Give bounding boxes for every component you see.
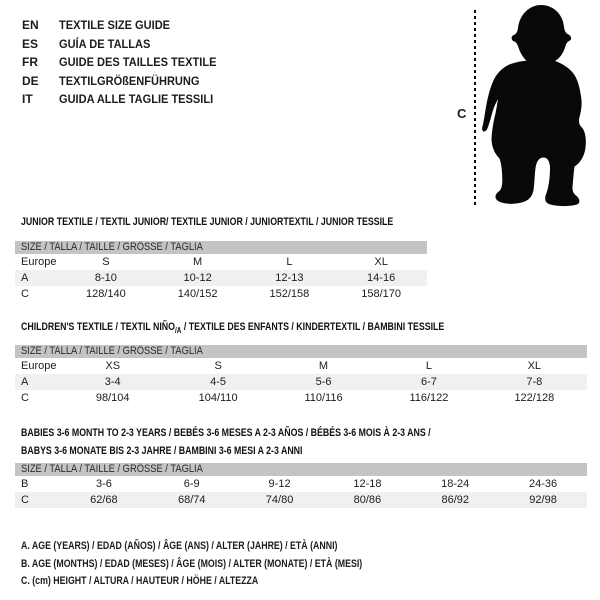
language-row: [22, 16, 230, 35]
cell: M: [193, 256, 203, 268]
cell: 9-12: [268, 478, 291, 490]
legend: [21, 538, 448, 591]
table-row-europe: [15, 358, 587, 374]
table-row-age-months: [15, 476, 587, 492]
cell: M: [318, 360, 329, 372]
row-label: C: [21, 494, 29, 506]
language-code: FR: [22, 55, 38, 69]
language-row: [22, 90, 230, 109]
language-list: [22, 16, 230, 109]
babies-table-title: BABIES 3-6 MONTH TO 2-3 YEARS / BEBÉS 3-6 MESES A 2-3 AÑOS / BÉBÉS 3-6 MOIS À 2-3 ANS / BABYS 3-6 MONATE BIS 2-3 JAHRE / BAMBINI 3-6 MESI A 2-3 ANNI: [21, 427, 431, 457]
table-row-europe: [15, 254, 427, 270]
table-row-height: [15, 390, 587, 406]
cell: XL: [374, 256, 388, 268]
cell: 24-36: [528, 478, 558, 490]
language-label: GUIDA ALLE TAGLIE TESSILI: [59, 92, 214, 106]
cell: 7-8: [526, 376, 543, 388]
row-label: A: [21, 272, 29, 284]
cell: XL: [527, 360, 542, 372]
cell: S: [214, 360, 222, 372]
cell: 4-5: [210, 376, 227, 388]
cell: L: [425, 360, 432, 372]
table-row-age: [15, 374, 587, 390]
cell: 104/110: [198, 392, 238, 404]
height-label-c: C: [457, 106, 467, 121]
cell: 98/104: [95, 392, 130, 404]
cell: 6-7: [420, 376, 437, 388]
cell: 10-12: [183, 272, 212, 284]
cell: 5-6: [315, 376, 332, 388]
language-label: TEXTILE SIZE GUIDE: [59, 18, 171, 32]
language-label: GUIDE DES TAILLES TEXTILE: [59, 55, 217, 69]
cell: 140/152: [177, 288, 218, 300]
language-code: DE: [22, 73, 39, 88]
cell: 3-6: [95, 478, 112, 490]
language-code: IT: [22, 92, 33, 106]
language-row: [22, 72, 230, 91]
children-table-title: CHILDREN'S TEXTILE / TEXTIL $NIÑO_{/A}$ / TEXTILE DES ENFANTS / KINDERTEXTIL / BAMBINI TESSILE: [21, 321, 445, 336]
table-row-height: [15, 492, 587, 508]
cell: 6-9: [183, 478, 200, 490]
baby-silhouette-icon: [482, 4, 600, 207]
table-row-height: [15, 286, 427, 302]
language-row: [22, 53, 230, 72]
row-label: A: [21, 376, 29, 388]
cell: 62/68: [90, 494, 118, 506]
row-label: Europe: [21, 256, 57, 268]
cell: 116/122: [409, 392, 449, 404]
junior-size-table: [15, 241, 427, 302]
cell: 122/128: [514, 392, 555, 404]
cell: 86/92: [441, 494, 469, 506]
legend-line-a: A. AGE (YEARS) / EDAD (AÑOS) / ÂGE (ANS) / ALTER (JAHRE) / ETÀ (ANNI): [21, 540, 338, 552]
cell: 74/80: [265, 494, 294, 506]
cell: 12-18: [353, 478, 382, 490]
cell: 68/74: [177, 494, 206, 506]
legend-line-b: B. AGE (MONTHS) / EDAD (MESES) / ÂGE (MOIS) / ALTER (MONATE) / ETÀ (MESI): [21, 557, 363, 570]
junior-table-title: JUNIOR TEXTILE / TEXTIL JUNIOR/ TEXTILE JUNIOR / JUNIORTEXTIL / JUNIOR TESSILE: [21, 216, 394, 228]
cell: 152/158: [269, 288, 310, 300]
row-label: C: [21, 288, 29, 300]
cell: 18-24: [441, 478, 470, 490]
language-code: EN: [22, 18, 39, 32]
cell: 128/140: [85, 288, 126, 300]
language-label: GUÍA DE TALLAS: [59, 36, 151, 51]
cell: 158/170: [361, 288, 401, 300]
cell: 110/116: [304, 392, 343, 404]
legend-line-c: C. (cm) HEIGHT / ALTURA / HAUTEUR / HÖHE / ALTEZZA: [21, 575, 259, 587]
cell: 14-16: [367, 272, 396, 284]
cell: 3-4: [104, 376, 121, 388]
row-label: Europe: [21, 360, 57, 372]
height-dotted-line: [474, 10, 476, 207]
size-header-bar: SIZE / TALLA / TAILLE / GRÖSSE / TAGLIA: [15, 345, 587, 358]
babies-size-table: [15, 463, 587, 508]
language-label: TEXTILGRÖßENFÜHRUNG: [59, 73, 200, 88]
children-size-table: [15, 345, 587, 406]
size-header-bar: SIZE / TALLA / TAILLE / GRÖSSE / TAGLIA: [15, 241, 427, 254]
cell: 92/98: [529, 494, 557, 506]
cell: 8-10: [94, 272, 117, 284]
cell: S: [102, 256, 110, 268]
table-row-age: [15, 270, 427, 286]
height-measure-figure: [440, 0, 600, 212]
language-row: [22, 35, 230, 54]
row-label: C: [21, 392, 29, 404]
language-code: ES: [22, 36, 39, 51]
cell: 12-13: [275, 272, 304, 284]
row-label: B: [21, 478, 29, 490]
cell: 80/86: [353, 494, 382, 506]
cell: XS: [105, 360, 121, 372]
size-header-bar: SIZE / TALLA / TAILLE / GRÖSSE / TAGLIA: [15, 463, 587, 476]
cell: L: [286, 256, 293, 268]
